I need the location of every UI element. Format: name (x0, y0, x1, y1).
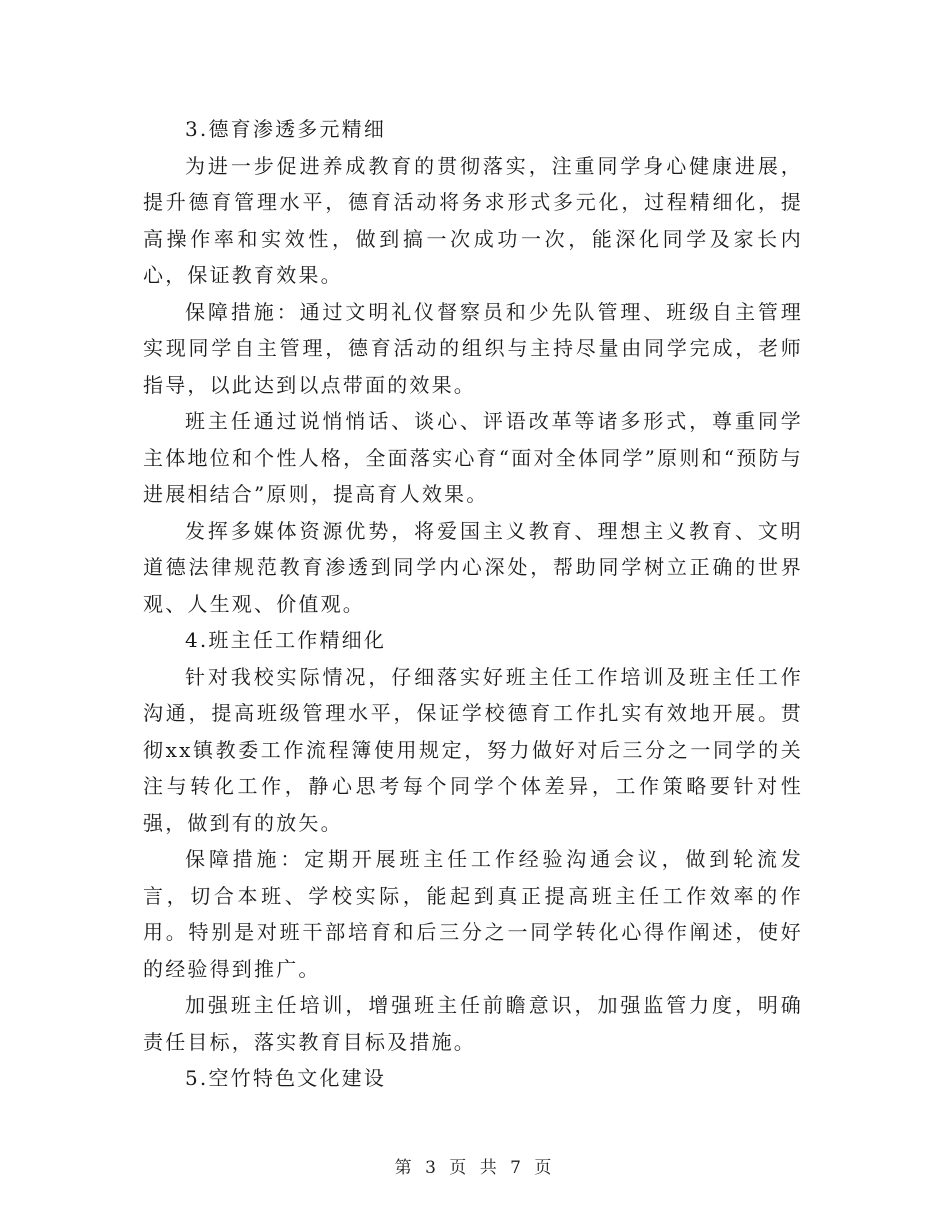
paragraph: 加强班主任培训，增强班主任前瞻意识，加强监管力度，明确责任目标，落实教育目标及措施。 (143, 993, 803, 1054)
paragraph: 为进一步促进养成教育的贯彻落实，注重同学身心健康进展，提升德育管理水平，德育活动将务求形式多元化，过程精细化，提高操作率和实效性，做到搞一次成功一次，能深化同学及家长内心，保证教育效果。 (143, 153, 803, 287)
document-body (143, 111, 803, 1097)
page-number-footer: 第 3 页 共 7 页 (394, 1158, 556, 1178)
section-heading-5: 5.空竹特色文化建设 (185, 1066, 387, 1090)
section-heading-3: 3.德育渗透多元精细 (185, 117, 387, 141)
paragraph: 班主任通过说悄悄话、谈心、评语改革等诸多形式，尊重同学主体地位和个性人格，全面落实心育“面对全体同学”原则和“预防与进展相结合”原则，提高育人效果。 (143, 409, 803, 506)
paragraph: 发挥多媒体资源优势，将爱国主义教育、理想主义教育、文明道德法律规范教育渗透到同学内心深处，帮助同学树立正确的世界观、人生观、价值观。 (143, 518, 803, 616)
paragraph: 保障措施：定期开展班主任工作经验沟通会议，做到轮流发言，切合本班、学校实际，能起到真正提高班主任工作效率的作用。特别是对班干部培育和后三分之一同学转化心得作阐述，使好的经验得到推广。 (143, 847, 803, 981)
paragraph: 保障措施：通过文明礼仪督察员和少先队管理、班级自主管理实现同学自主管理，德育活动的组织与主持尽量由同学完成，老师指导，以此达到以点带面的效果。 (143, 299, 803, 397)
section-heading-4: 4.班主任工作精细化 (185, 628, 387, 652)
paragraph: 针对我校实际情况，仔细落实好班主任工作培训及班主任工作沟通，提高班级管理水平，保证学校德育工作扎实有效地开展。贯彻xx镇教委工作流程簿使用规定，努力做好对后三分之一同学的关注与转化工作，静心思考每个同学个体差异，工作策略要针对性强，做到有的放矢。 (143, 664, 803, 835)
